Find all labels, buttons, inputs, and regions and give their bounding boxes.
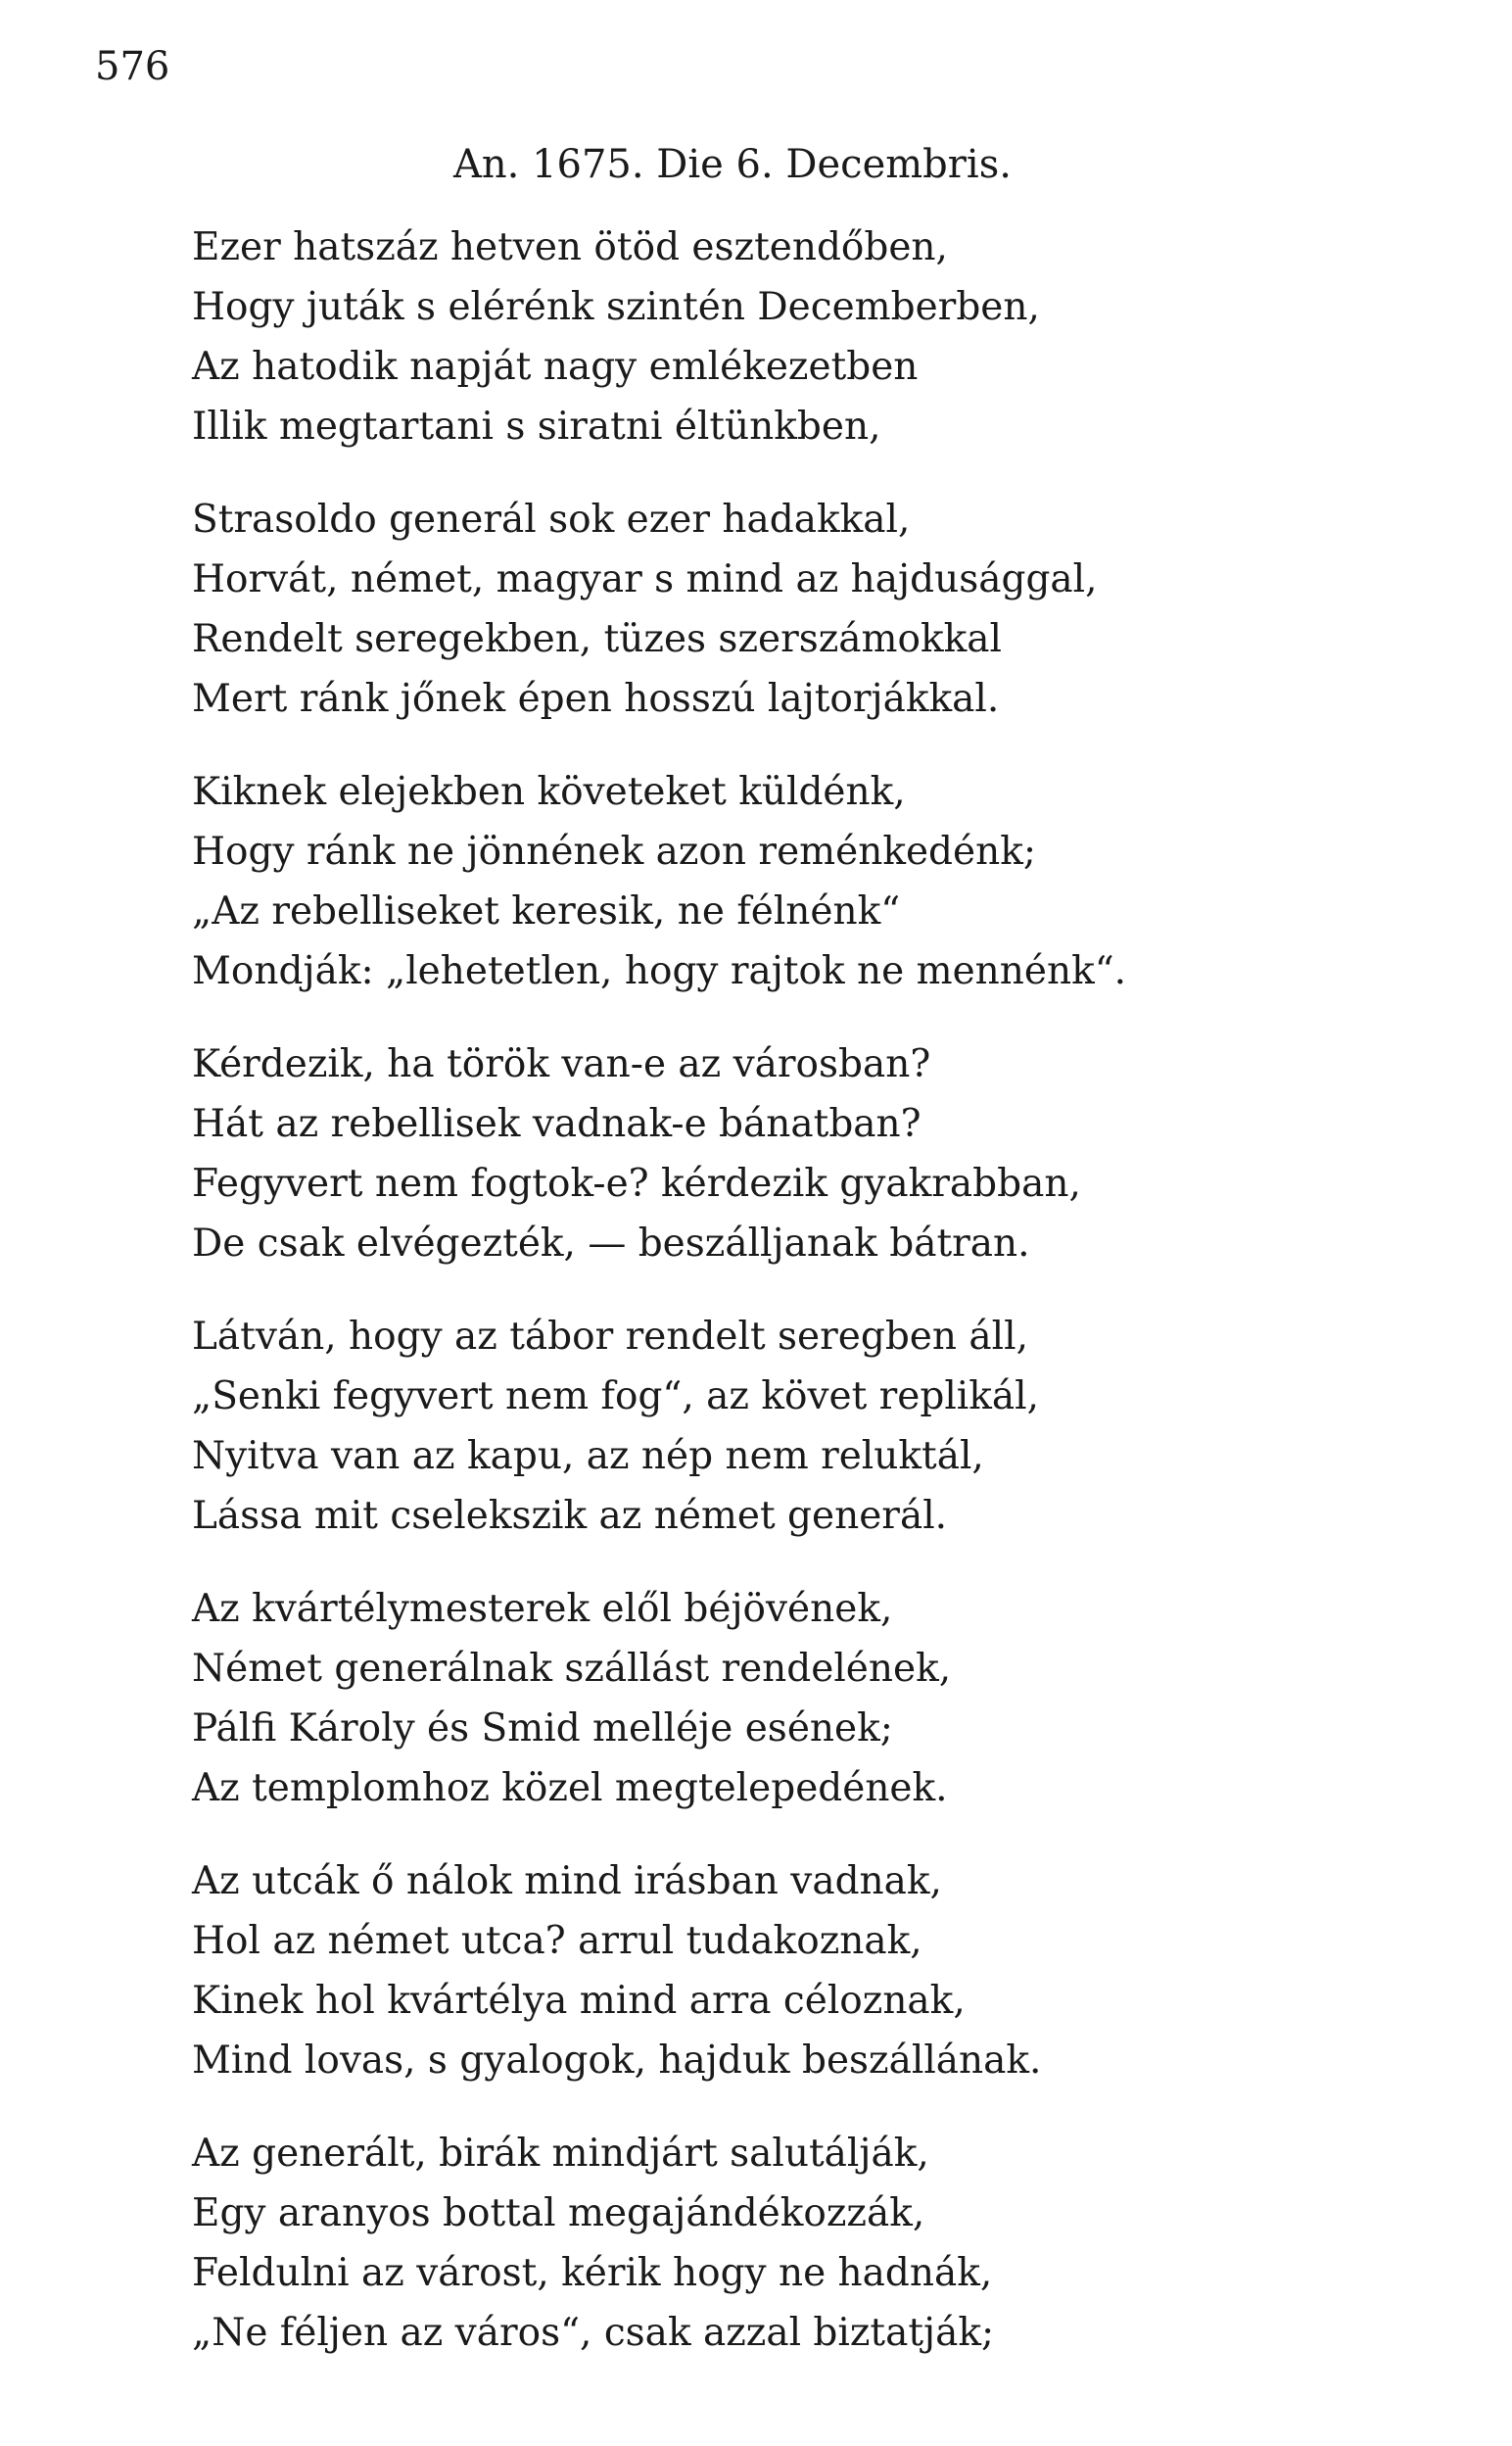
poem-line: De csak elvégezték, — beszálljanak bátran. xyxy=(192,1222,1030,1266)
stanza-6 xyxy=(192,1579,1426,1818)
poem-line: Az utcák ő nálok mind irásban vadnak, xyxy=(192,1859,942,1903)
poem-line: „Az rebelliseket keresik, ne félnénk“ xyxy=(192,889,901,934)
poem-line: Mind lovas, s gyalogok, hajduk beszállának. xyxy=(192,2038,1042,2083)
poem-heading: An. 1675. Die 6. Decembris. xyxy=(453,142,1012,187)
poem-body xyxy=(192,217,1426,2396)
poem-line: „Ne féljen az város“, csak azzal biztatják; xyxy=(192,2311,995,2355)
poem-line: Nyitva van az kapu, az nép nem reluktál, xyxy=(192,1434,984,1478)
poem-line: Az kvártélymesterek elől béjövének, xyxy=(192,1587,893,1631)
poem-line: Kinek hol kvártélya mind arra céloznak, xyxy=(192,1979,966,2023)
stanza-8 xyxy=(192,2124,1426,2363)
poem-line: „Senki fegyvert nem fog“, az követ replikál, xyxy=(192,1374,1040,1418)
poem-line: Német generálnak szállást rendelének, xyxy=(192,1647,952,1691)
stanza-3 xyxy=(192,762,1426,1001)
poem-line: Feldulni az várost, kérik hogy ne hadnák, xyxy=(192,2251,993,2295)
stanza-5 xyxy=(192,1307,1426,1546)
poem-line: Rendelt seregekben, tüzes szerszámokkal xyxy=(192,617,1002,661)
page-number: 576 xyxy=(95,44,170,89)
poem-line: Az templomhoz közel megtelepedének. xyxy=(192,1766,948,1810)
stanza-7 xyxy=(192,1851,1426,2090)
poem-line: Az generált, birák mindjárt salutálják, xyxy=(192,2132,929,2176)
poem-line: Egy aranyos bottal megajándékozzák, xyxy=(192,2191,925,2235)
poem-line: Mondják: „lehetetlen, hogy rajtok ne mennénk“. xyxy=(192,949,1127,993)
poem-line: Hát az rebellisek vadnak-e bánatban? xyxy=(192,1102,921,1146)
poem-line: Kérdezik, ha török van-e az városban? xyxy=(192,1042,931,1086)
poem-line: Strasoldo generál sok ezer hadakkal, xyxy=(192,498,911,542)
poem-line: Horvát, német, magyar s mind az hajdusággal, xyxy=(192,557,1098,601)
poem-line: Mert ránk jőnek épen hosszú lajtorjákkal. xyxy=(192,677,1000,721)
poem-line: Ezer hatszáz hetven ötöd esztendőben, xyxy=(192,225,948,269)
poem-line: Kiknek elejekben követeket küldénk, xyxy=(192,770,906,814)
poem-line: Az hatodik napját nagy emlékezetben xyxy=(192,345,919,389)
stanza-4 xyxy=(192,1034,1426,1273)
stanza-2 xyxy=(192,490,1426,729)
poem-line: Látván, hogy az tábor rendelt seregben áll, xyxy=(192,1315,1028,1359)
poem-line: Pálfi Károly és Smid melléje esének; xyxy=(192,1706,893,1751)
poem-line: Hol az német utca? arrul tudakoznak, xyxy=(192,1919,922,1963)
poem-line: Hogy juták s elérénk szintén Decemberben, xyxy=(192,285,1040,329)
poem-line: Fegyvert nem fogtok-e? kérdezik gyakrabban, xyxy=(192,1162,1081,1206)
stanza-1 xyxy=(192,217,1426,456)
poem-line: Illik megtartani s siratni éltünkben, xyxy=(192,405,881,449)
poem-line: Lássa mit cselekszik az német generál. xyxy=(192,1494,948,1538)
poem-line: Hogy ránk ne jönnének azon reménkedénk; xyxy=(192,830,1036,874)
